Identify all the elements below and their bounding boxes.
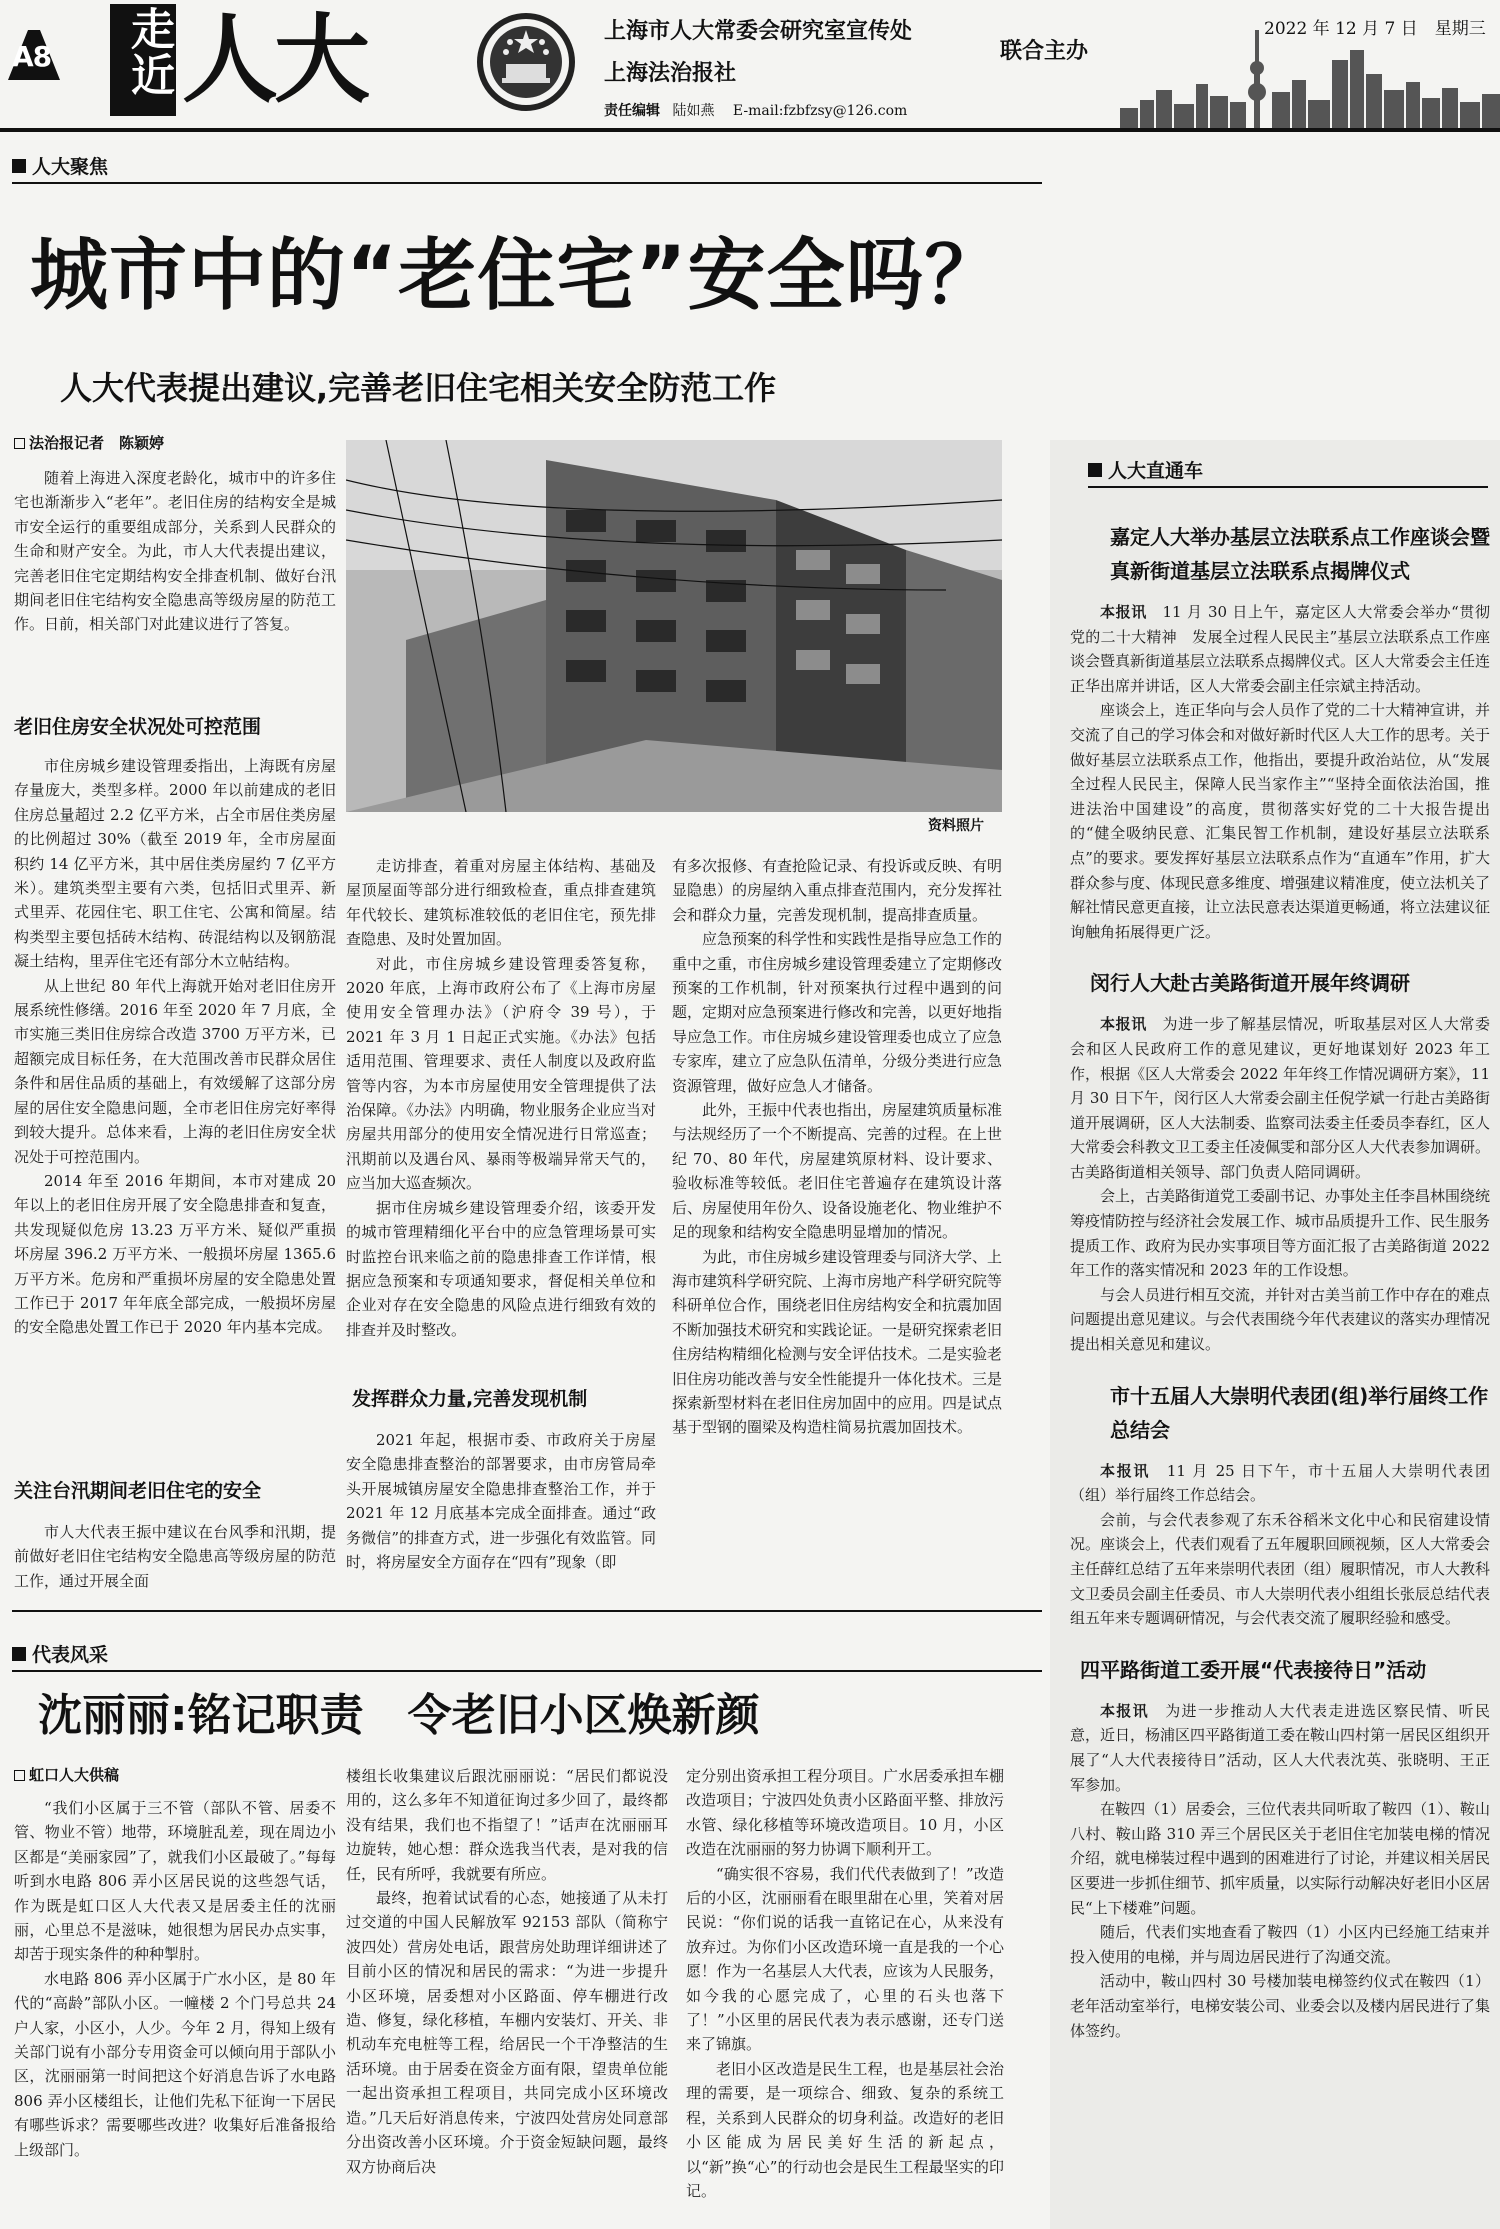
direct-paragraph: 随后，代表们实地查看了鞍四（1）小区内已经施工结束并投入使用的电梯，并与周边居民进行了沟通交流。 <box>1070 1923 1490 1966</box>
rep-paragraph: “确实很不容易，我们代代表做到了！”改造后的小区，沈丽丽看在眼里甜在心里，笑着对居民说：“你们说的话我一直铭记在心，从来没有放弃过。为你们小区改造环境一直是我的一个心愿！作为一名基层人大代表，应该为人民服务，如今我的心愿完成了，心里的石头也落下了！”小区里的居民代表为表示感谢，还专门送来了锦旗。 <box>686 1864 1004 2054</box>
direct-paragraph: 11 月 25 日下午，市十五届人大崇明代表团（组）举行届终工作总结会。 <box>1070 1461 1490 1505</box>
direct-item <box>1070 966 1490 1356</box>
direct-paragraph: 与会人员进行相互交流，并针对古美当前工作中存在的难点问题提出意见建议。与会代表围绕今年代表建议的落实办理情况提出相关意见和建议。 <box>1070 1285 1490 1354</box>
direct-item <box>1070 1379 1490 1631</box>
section-rep-label: 代表风采 <box>32 1644 109 1666</box>
main-paragraph: 2021 年起，根据市委、市政府关于房屋安全隐患排查整治的部署要求，由市房管局牵头开展城镇房屋安全隐患排查整治工作，并于 2021 年 12 月底基本完成全面排查。通过“政务微信”的排查方式，进一步强化有效监管。同时，将房屋安全方面存在“四有”现象（即 <box>346 1431 656 1572</box>
direct-paragraph: 11 月 30 日上午，嘉定区人大常委会举办“贯彻党的二十大精神 发展全过程人民民主”基层立法联系点工作座谈会暨真新街道基层立法联系点揭牌仪式。区人大常委会主任连正华出席并讲话，区人大常委会副主任宗斌主持活动。 <box>1070 603 1490 695</box>
section-marker-icon <box>12 159 26 173</box>
main-photo <box>346 440 1002 812</box>
main-col1-tail <box>14 1520 336 1598</box>
column-name-2: 人大 <box>182 4 366 116</box>
organizer-2: 上海法治报社 <box>604 61 737 86</box>
organizer-1: 上海市人大常委会研究室宣传处 <box>604 19 913 44</box>
photo-caption: 资料照片 <box>928 818 984 834</box>
section-direct-label: 人大直通车 <box>1108 460 1204 482</box>
masthead-rule <box>0 128 1500 132</box>
section-focus-label: 人大聚焦 <box>32 156 109 178</box>
direct-item-lead: 本报讯 <box>1100 603 1147 621</box>
section-direct-rule <box>1088 486 1488 488</box>
main-subtitle-2: 关注台汛期间老旧住宅的安全 <box>14 1480 262 1502</box>
direct-item-lead: 本报讯 <box>1100 1461 1151 1480</box>
main-col3 <box>672 854 1002 1598</box>
old-building-photo-icon <box>346 440 1002 812</box>
direct-item-body <box>1070 1699 1490 2043</box>
main-paragraph: 2014 年至 2016 年期间，本市对建成 20 年以上的老旧住房开展了安全隐患排查和复查，共发现疑似危房 13.23 万平方米、疑似严重损坏房屋 396.2 万平方米、一般损坏房屋 1365.6 万平方米。危房和严重损坏房屋的安全隐患处置工作已于 2017 年年底全部完成，一般损坏房屋的安全隐患处置工作已于 2020 年内基本完成。 <box>14 1171 336 1337</box>
city-skyline <box>1120 30 1500 130</box>
direct-column <box>1070 520 1490 2220</box>
rep-col3 <box>686 1764 1004 2226</box>
issue-date: 2022 年 12 月 7 日 星期三 <box>1264 19 1486 39</box>
masthead <box>0 0 1500 135</box>
section-marker-icon <box>12 1647 26 1661</box>
byline-box-icon <box>14 438 25 449</box>
section-rep-rule-top <box>12 1610 1042 1612</box>
co-host-label: 联合主办 <box>1000 39 1089 64</box>
main-paragraph: 市住房城乡建设管理委指出，上海既有房屋存量庞大，类型多样。2000 年以前建成的老旧住房总量超过 2.2 亿平方米，占全市居住类房屋的比例超过 30%（截至 2019 年，全市房屋面积约 14 亿平方米，其中居住类房屋约 7 亿平方米）。建筑类型主要有六类，包括旧式里弄、新式里弄、花园住宅、职工住宅、公寓和简屋。结构类型主要包括砖木结构、砖混结构以及钢筋混凝土结构，里弄住宅还有部分木立帖结构。 <box>14 757 336 971</box>
rep-paragraph: 老旧小区改造是民生工程，也是基层社会治理的需要，是一项综合、细致、复杂的系统工程，关系到人民群众的切身利益。改造好的老旧小区能成为居民美好生活的新起点，以“新”换“心”的行动也会是民生工程最坚实的印记。 <box>686 2059 1004 2200</box>
editor-line <box>604 100 907 120</box>
main-subhead: 人大代表提出建议,完善老旧住宅相关安全防范工作 <box>60 369 777 407</box>
direct-item-title: 四平路街道工委开展“代表接待日”活动 <box>1080 1657 1427 1682</box>
direct-item-body <box>1070 1012 1490 1356</box>
main-col1-intro <box>14 466 336 696</box>
direct-paragraph: 在鞍四（1）居委会，三位代表共同听取了鞍四（1）、鞍山八村、鞍山路 310 弄三个居民区关于老旧住宅加装电梯的情况介绍，就电梯装过程中遇到的困难进行了讨论，并建议相关居民区要进一步抓住细节、抓牢质量，以实际行动解决好老旧小区居民“上下楼难”问题。 <box>1070 1800 1490 1917</box>
column-name-1: 走近 <box>123 6 174 98</box>
main-paragraph: 此外，王振中代表也指出，房屋建筑质量标准与法规经历了一个不断提高、完善的过程。在上世纪 70、80 年代，房屋建筑原材料、设计要求、验收标准等较低。老旧住宅普遍存在建筑设计落后、房屋使用年份久、设备设施老化、物业维护不足的现象和结构安全隐患明显增加的情况。 <box>672 1101 1002 1242</box>
main-byline <box>14 432 164 453</box>
direct-item-title: 市十五届人大崇明代表团(组)举行届终工作总结会 <box>1110 1383 1489 1442</box>
section-rep <box>12 1640 108 1667</box>
rep-col1 <box>14 1796 336 2226</box>
rep-paragraph: 楼组长收集建议后跟沈丽丽说：“居民们都说没用的，这么多年不知道征询过多少回了，最终都没有结果，我们也不指望了！”话声在沈丽丽耳边旋转，她心想：群众选我当代表，是对我的信任，民有所呼，我就要有所应。 <box>346 1767 668 1883</box>
main-col2-tail <box>346 1428 656 1598</box>
main-col2 <box>346 854 656 1342</box>
section-focus <box>12 152 108 179</box>
main-byline-text: 法治报记者 陈颖婷 <box>29 434 165 452</box>
main-subtitle-1: 老旧住房安全状况处可控范围 <box>14 716 262 738</box>
section-marker-icon <box>1088 463 1102 477</box>
direct-paragraph: 会前，与会代表参观了东禾谷稻米文化中心和民宿建设情况。座谈会上，代表们观看了五年履职回顾视频，区人大常委会主任薛红总结了五年来崇明代表团（组）履职情况，市人大教科文卫委员会副主任委员、市人大崇明代表小组组长张辰总结代表组五年来专题调研情况，与会代表交流了履职经验和感受。 <box>1070 1510 1490 1628</box>
main-paragraph: 有多次报修、有查抢险记录、有投诉或反映、有明显隐患）的房屋纳入重点排查范围内，充分发挥社会和群众力量，完善发现机制，提高排查质量。 <box>672 857 1002 924</box>
byline-box-icon <box>14 1770 25 1781</box>
direct-paragraph: 会上，古美路街道党工委副书记、办事处主任李昌林围绕统筹疫情防控与经济社会发展工作、城市品质提升工作、民生服务提质工作、政府为民办实事项目等方面汇报了古美路街道 2022 年工作的落实情况和 2023 年的工作设想。 <box>1070 1187 1490 1280</box>
main-paragraph: 对此，市住房城乡建设管理委答复称，2020 年底，上海市政府公布了《上海市房屋使用安全管理办法》（沪府令 39 号），于 2021 年 3 月 1 日起正式实施。《办法》包括适用范围、管理要求、责任人制度以及政府监管等内容，为本市房屋使用安全管理提供了法治保障。《办法》内明确，物业服务企业应当对房屋共用部分的使用安全情况进行日常巡查；汛期前以及遇台风、暴雨等极端异常天气的，应当加大巡查频次。 <box>346 954 656 1193</box>
direct-item-lead: 本报讯 <box>1100 1015 1147 1034</box>
page-number <box>4 26 62 84</box>
direct-paragraph: 活动中，鞍山四村 30 号楼加装电梯签约仪式在鞍四（1）老年活动室举行，电梯安装公司、业委会以及楼内居民进行了集体签约。 <box>1070 1972 1490 2040</box>
main-paragraph: 据市住房城乡建设管理委介绍，该委开发的城市管理精细化平台中的应急管理场景可实时监控台讯来临之前的隐患排查工作详情，根据应急预案和专项通知要求，督促相关单位和企业对存在安全隐患的风险点进行细致有效的排查并及时整改。 <box>346 1198 656 1339</box>
direct-item-title: 嘉定人大举办基层立法联系点工作座谈会暨真新街道基层立法联系点揭牌仪式 <box>1110 525 1490 583</box>
emblem-icon <box>476 12 576 112</box>
editor-name: 陆如燕 <box>672 103 715 119</box>
section-direct <box>1088 456 1203 483</box>
direct-item-body <box>1070 600 1490 944</box>
rep-byline <box>14 1764 119 1785</box>
direct-paragraph: 座谈会上，连正华向与会人员作了党的二十大精神宣讲，并交流了自己的学习体会和对做好新时代区人大工作的思考。关于做好基层立法联系点工作，他指出，要提升政治站位，从“发展全过程人民民主，保障人民当家作主”“坚持全面依法治国，推进法治中国建设”的高度，贯彻落实好党的二十大报告提出的“健全吸纳民意、汇集民智工作机制，建设好基层立法联系点”的要求。要发挥好基层立法联系点作为“直通车”作用，扩大群众参与度、体现民意多维度、增强建议精准度，使立法机关了解社情民意更直接，让立法民意表达渠道更畅通，将立法建议征询触角拓展得更广泛。 <box>1070 701 1490 941</box>
rep-paragraph: 水电路 806 弄小区属于广水小区，是 80 年代的“高龄”部队小区。一幢楼 2 个门号总共 24 户人家，小区小，人少。今年 2 月，得知上级有关部门说有小部分专用资金可以倾向用于部队小区，沈丽丽第一时间把这个好消息告诉了水电路 806 弄小区楼组长，让他们先私下征询一下居民有哪些诉求？需要哪些改进？收集好后准备报给上级部门。 <box>14 1969 336 2159</box>
direct-item-title: 闵行人大赴古美路街道开展年终调研 <box>1090 971 1410 996</box>
main-paragraph: 市人大代表王振中建议在台风季和汛期，提前做好老旧住宅结构安全隐患高等级房屋的防范工作，通过开展全面 <box>14 1523 336 1590</box>
rep-col2 <box>346 1764 668 2226</box>
main-paragraph: 随着上海进入深度老龄化，城市中的许多住宅也渐渐步入“老年”。老旧住房的结构安全是城市安全运行的重要组成部分，关系到人民群众的生命和财产安全。为此，市人大代表提出建议，完善老旧住宅定期结构安全排查机制、做好台汛期间老旧住宅结构安全隐患高等级房屋的防范工作。日前，相关部门对此建议进行了答复。 <box>14 469 336 634</box>
rep-paragraph: 定分别出资承担工程分项目。广水居委承担车棚改造项目；宁波四处负责小区路面平整、排放污水管、绿化移植等环境改造项目。10 月，小区改造在沈丽丽的努力协调下顺利开工。 <box>686 1767 1004 1859</box>
editor-email: E-mail:fzbfzsy@126.com <box>732 103 908 119</box>
section-rep-rule <box>12 1670 1042 1672</box>
direct-item <box>1070 520 1490 944</box>
main-paragraph: 应急预案的科学性和实践性是指导应急工作的重中之重，市住房城乡建设管理委建立了定期修改预案的工作机制，针对预案执行过程中遇到的问题，定期对应急预案进行修改和完善，以更好地指导应急工作。市住房城乡建设管理委也成立了应急专家库，建立了应急队伍清单，分级分类进行应急资源管理，做好应急人才储备。 <box>672 930 1002 1095</box>
direct-item-body <box>1070 1459 1490 1631</box>
section-focus-rule <box>12 182 1042 184</box>
main-paragraph: 为此，市住房城乡建设管理委与同济大学、上海市建筑科学研究院、上海市房地产科学研究院等科研单位合作，围绕老旧住房结构安全和抗震加固不断加强技术研究和实践论证。一是研究探索老旧住房结构精细化检测与安全评估技术。二是实验老旧住房功能改善与安全性能提升一体化技术。三是探索新型材料在老旧住房加固中的应用。四是试点基于型钢的圈梁及构造柱简易抗震加固技术。 <box>672 1247 1002 1437</box>
rep-headline: 沈丽丽:铭记职责 令老旧小区焕新颜 <box>38 1690 760 1741</box>
direct-item-lead: 本报讯 <box>1100 1701 1149 1720</box>
direct-item <box>1070 1653 1490 2043</box>
rep-paragraph: 最终，抱着试试看的心态，她接通了从未打过交道的中国人民解放军 92153 部队（简称宁波四处）营房处电话，跟营房处助理详细讲述了目前小区的情况和居民的需求：“为进一步提升小区环境，居委想对小区路面、停车棚进行改造、修复，绿化移植，车棚内安装灯、开关、非机动车充电桩等工程，给居民一个干净整洁的生活环境。由于居委在资金方面有限，望贵单位能一起出资承担工程项目，共同完成小区环境改造。”几天后好消息传来，宁波四处营房处同意部分出资改善小区环境。介于资金短缺问题，最终双方协商后决 <box>346 1889 668 2176</box>
skyline-icon <box>1120 30 1500 130</box>
main-paragraph: 走访排查，着重对房屋主体结构、基础及屋顶屋面等部分进行细致检查，重点排查建筑年代较长、建筑标准较低的老旧住宅，预先排查隐患、及时处置加固。 <box>346 857 656 949</box>
editor-label: 责任编辑 <box>604 103 660 119</box>
main-subtitle-3: 发挥群众力量,完善发现机制 <box>352 1388 588 1410</box>
main-headline: 城市中的“老住宅”安全吗？ <box>30 231 1004 321</box>
rep-byline-text: 虹口人大供稿 <box>29 1766 120 1784</box>
main-col1-body <box>14 754 336 1464</box>
page-number-text: A8 <box>12 40 52 73</box>
direct-paragraph: 为进一步推动人大代表走进选区察民情、听民意，近日，杨浦区四平路街道工委在鞍山四村第一居民区组织开展了“人大代表接待日”活动，区人大代表沈英、张晓明、王正军参加。 <box>1070 1701 1490 1794</box>
main-paragraph: 从上世纪 80 年代上海就开始对老旧住房开展系统性修缮。2016 年至 2020 年 7 月底，全市实施三类旧住房综合改造 3700 万平方米，已超额完成目标任务，在大范围改善市民群众居住条件和居住品质的基础上，有效缓解了这部分房屋的居住安全隐患问题，全市老旧住房完好率得到较大提升。总体来看，上海的老旧住房安全状况处于可控范围内。 <box>14 976 336 1166</box>
rep-paragraph: “我们小区属于三不管（部队不管、居委不管、物业不管）地带，环境脏乱差，现在周边小区都是“美丽家园”了，就我们小区最破了。”每每听到水电路 806 弄小区居民说的这些怨气话，作为既是虹口区人大代表又是居委主任的沈丽丽，心里总不是滋味，她很想为居民办点实事，却苦于现实条件的种种掣肘。 <box>14 1799 336 1964</box>
national-emblem <box>476 12 576 112</box>
direct-paragraph: 为进一步了解基层情况，听取基层对区人大常委会和区人民政府工作的意见建议，更好地谋划好 2023 年工作，根据《区人大常委会 2022 年年终工作情况调研方案》，11 月 30 日下午，闵行区人大常委会副主任倪学斌一行赴古美路街道开展调研，区人大法制委、监察司法委主任委员李春红，区人大常委会科教文卫工委主任凌佩雯和部分区人大代表参加调研。古美路街道相关领导、部门负责人陪同调研。 <box>1070 1015 1490 1181</box>
